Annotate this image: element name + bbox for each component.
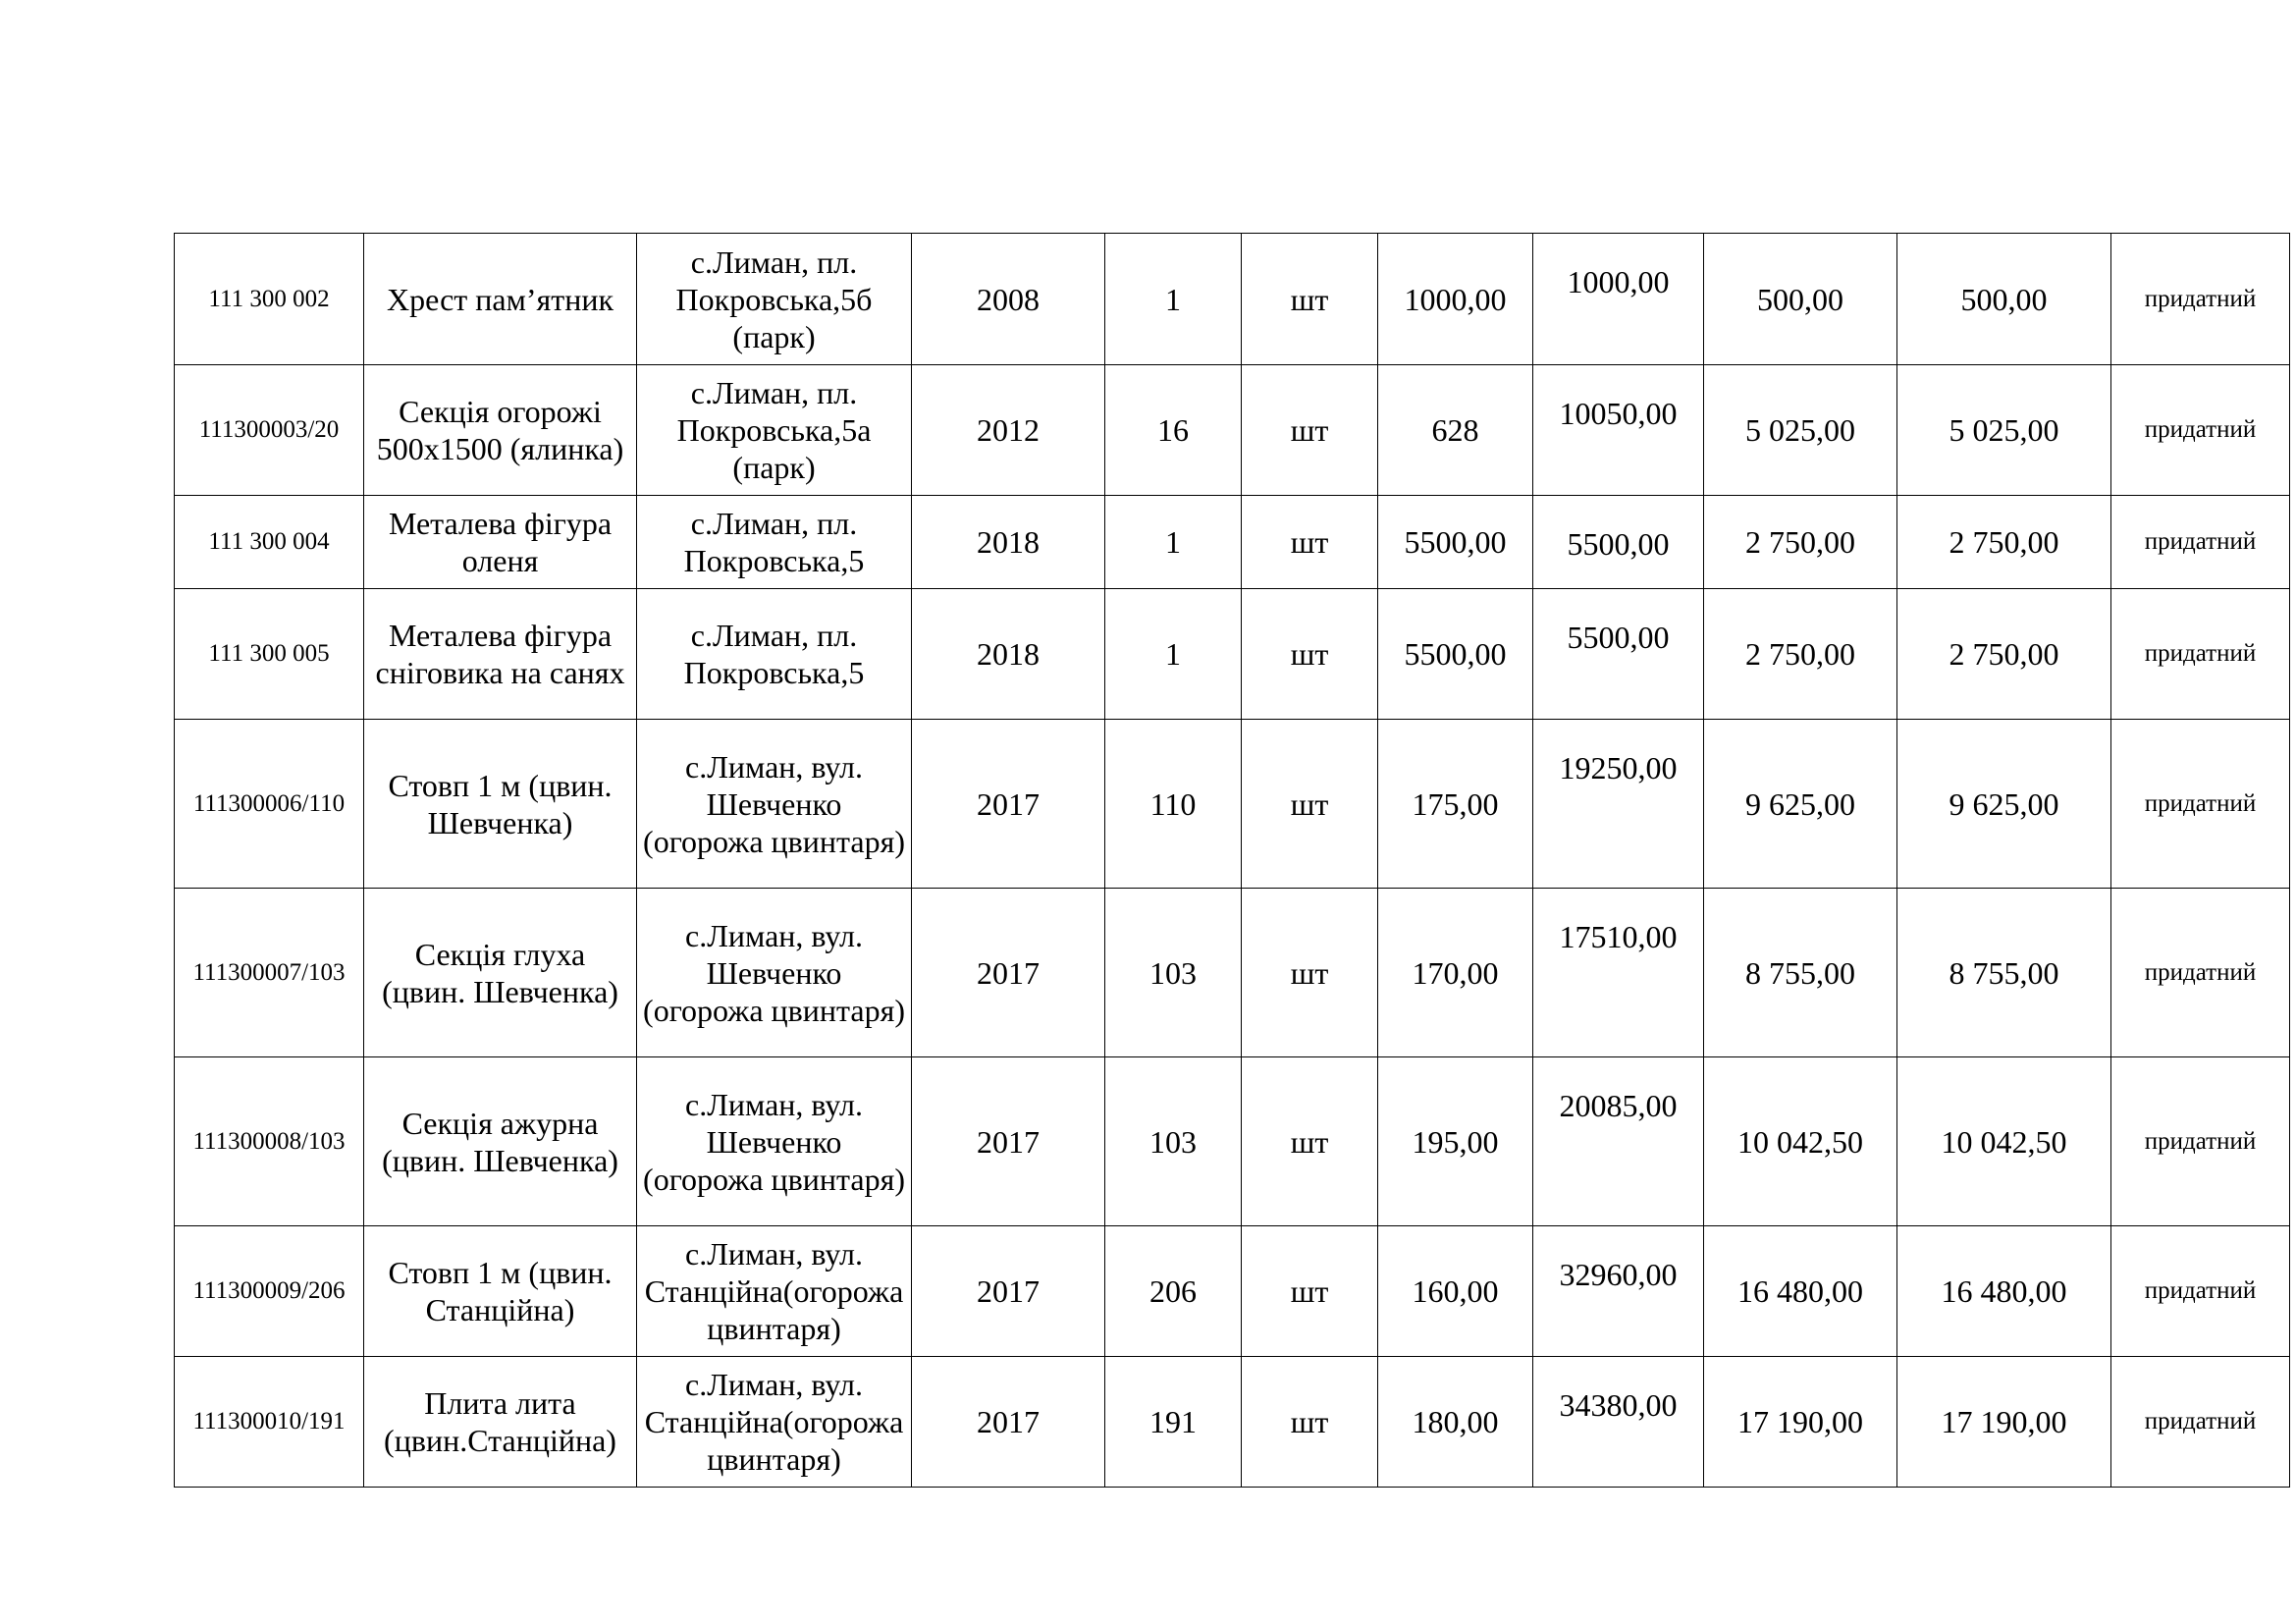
value-a-cell: 16 480,00 <box>1704 1226 1897 1357</box>
year-cell: 2017 <box>912 720 1105 889</box>
unit-price-cell: 5500,00 <box>1378 589 1533 720</box>
quantity-cell: 16 <box>1105 365 1242 496</box>
unit-price-cell: 1000,00 <box>1378 234 1533 365</box>
item-name-cell: Стовп 1 м (цвин. Шевченка) <box>364 720 637 889</box>
table-row <box>175 1226 2290 1357</box>
location-cell: с.Лиман, пл. Покровська,5 <box>637 589 912 720</box>
year-cell: 2017 <box>912 1057 1105 1226</box>
table-row <box>175 1057 2290 1226</box>
condition-cell: придатний <box>2111 234 2290 365</box>
unit-cell: шт <box>1242 1226 1378 1357</box>
table-row <box>175 720 2290 889</box>
table-row <box>175 1357 2290 1488</box>
total-amount-cell: 1000,00 <box>1533 234 1704 365</box>
condition-cell: придатний <box>2111 365 2290 496</box>
value-b-cell: 10 042,50 <box>1897 1057 2111 1226</box>
year-cell: 2018 <box>912 589 1105 720</box>
total-amount-cell: 32960,00 <box>1533 1226 1704 1357</box>
inventory-number-cell: 111300009/206 <box>175 1226 364 1357</box>
quantity-cell: 110 <box>1105 720 1242 889</box>
inventory-number-cell: 111300010/191 <box>175 1357 364 1488</box>
table-row <box>175 889 2290 1057</box>
location-cell: с.Лиман, вул. Станційна(огорожа цвинтаря) <box>637 1357 912 1488</box>
year-cell: 2012 <box>912 365 1105 496</box>
value-a-cell: 2 750,00 <box>1704 589 1897 720</box>
unit-cell: шт <box>1242 365 1378 496</box>
value-b-cell: 5 025,00 <box>1897 365 2111 496</box>
value-b-cell: 9 625,00 <box>1897 720 2111 889</box>
year-cell: 2017 <box>912 1226 1105 1357</box>
inventory-table <box>174 233 2290 1488</box>
unit-cell: шт <box>1242 1357 1378 1488</box>
quantity-cell: 1 <box>1105 589 1242 720</box>
value-b-cell: 8 755,00 <box>1897 889 2111 1057</box>
table-row <box>175 589 2290 720</box>
unit-price-cell: 180,00 <box>1378 1357 1533 1488</box>
item-name-cell: Хрест пам’ятник <box>364 234 637 365</box>
inventory-number-cell: 111 300 002 <box>175 234 364 365</box>
item-name-cell: Металева фігура оленя <box>364 496 637 589</box>
quantity-cell: 103 <box>1105 1057 1242 1226</box>
condition-cell: придатний <box>2111 589 2290 720</box>
condition-cell: придатний <box>2111 496 2290 589</box>
inventory-number-cell: 111300007/103 <box>175 889 364 1057</box>
total-amount-cell: 5500,00 <box>1533 496 1704 589</box>
value-b-cell: 2 750,00 <box>1897 496 2111 589</box>
year-cell: 2008 <box>912 234 1105 365</box>
table-row <box>175 496 2290 589</box>
quantity-cell: 1 <box>1105 234 1242 365</box>
location-cell: с.Лиман, пл. Покровська,5б (парк) <box>637 234 912 365</box>
value-a-cell: 500,00 <box>1704 234 1897 365</box>
unit-price-cell: 160,00 <box>1378 1226 1533 1357</box>
item-name-cell: Плита лита (цвин.Станційна) <box>364 1357 637 1488</box>
item-name-cell: Секція глуха (цвин. Шевченка) <box>364 889 637 1057</box>
quantity-cell: 103 <box>1105 889 1242 1057</box>
location-cell: с.Лиман, вул. Станційна(огорожа цвинтаря) <box>637 1226 912 1357</box>
quantity-cell: 206 <box>1105 1226 1242 1357</box>
location-cell: с.Лиман, вул. Шевченко (огорожа цвинтаря) <box>637 889 912 1057</box>
unit-cell: шт <box>1242 720 1378 889</box>
value-a-cell: 17 190,00 <box>1704 1357 1897 1488</box>
value-a-cell: 10 042,50 <box>1704 1057 1897 1226</box>
location-cell: с.Лиман, пл. Покровська,5а (парк) <box>637 365 912 496</box>
value-a-cell: 2 750,00 <box>1704 496 1897 589</box>
total-amount-cell: 20085,00 <box>1533 1057 1704 1226</box>
item-name-cell: Секція ажурна (цвин. Шевченка) <box>364 1057 637 1226</box>
inventory-number-cell: 111300008/103 <box>175 1057 364 1226</box>
unit-price-cell: 5500,00 <box>1378 496 1533 589</box>
total-amount-cell: 17510,00 <box>1533 889 1704 1057</box>
location-cell: с.Лиман, вул. Шевченко (огорожа цвинтаря) <box>637 1057 912 1226</box>
table-row <box>175 365 2290 496</box>
value-b-cell: 17 190,00 <box>1897 1357 2111 1488</box>
table-body <box>175 234 2290 1488</box>
total-amount-cell: 5500,00 <box>1533 589 1704 720</box>
condition-cell: придатний <box>2111 720 2290 889</box>
location-cell: с.Лиман, пл. Покровська,5 <box>637 496 912 589</box>
total-amount-cell: 10050,00 <box>1533 365 1704 496</box>
item-name-cell: Стовп 1 м (цвин. Станційна) <box>364 1226 637 1357</box>
condition-cell: придатний <box>2111 1057 2290 1226</box>
item-name-cell: Металева фігура сніговика на санях <box>364 589 637 720</box>
unit-cell: шт <box>1242 889 1378 1057</box>
inventory-number-cell: 111300003/20 <box>175 365 364 496</box>
condition-cell: придатний <box>2111 889 2290 1057</box>
value-b-cell: 16 480,00 <box>1897 1226 2111 1357</box>
unit-cell: шт <box>1242 234 1378 365</box>
total-amount-cell: 19250,00 <box>1533 720 1704 889</box>
condition-cell: придатний <box>2111 1357 2290 1488</box>
year-cell: 2018 <box>912 496 1105 589</box>
quantity-cell: 1 <box>1105 496 1242 589</box>
value-b-cell: 2 750,00 <box>1897 589 2111 720</box>
condition-cell: придатний <box>2111 1226 2290 1357</box>
unit-price-cell: 170,00 <box>1378 889 1533 1057</box>
value-a-cell: 9 625,00 <box>1704 720 1897 889</box>
inventory-number-cell: 111 300 004 <box>175 496 364 589</box>
unit-cell: шт <box>1242 496 1378 589</box>
table-row <box>175 234 2290 365</box>
year-cell: 2017 <box>912 1357 1105 1488</box>
unit-price-cell: 628 <box>1378 365 1533 496</box>
total-amount-cell: 34380,00 <box>1533 1357 1704 1488</box>
unit-cell: шт <box>1242 589 1378 720</box>
value-a-cell: 5 025,00 <box>1704 365 1897 496</box>
unit-price-cell: 195,00 <box>1378 1057 1533 1226</box>
quantity-cell: 191 <box>1105 1357 1242 1488</box>
inventory-number-cell: 111300006/110 <box>175 720 364 889</box>
inventory-number-cell: 111 300 005 <box>175 589 364 720</box>
value-a-cell: 8 755,00 <box>1704 889 1897 1057</box>
location-cell: с.Лиман, вул. Шевченко (огорожа цвинтаря) <box>637 720 912 889</box>
unit-price-cell: 175,00 <box>1378 720 1533 889</box>
item-name-cell: Секція огорожі 500х1500 (ялинка) <box>364 365 637 496</box>
unit-cell: шт <box>1242 1057 1378 1226</box>
value-b-cell: 500,00 <box>1897 234 2111 365</box>
year-cell: 2017 <box>912 889 1105 1057</box>
